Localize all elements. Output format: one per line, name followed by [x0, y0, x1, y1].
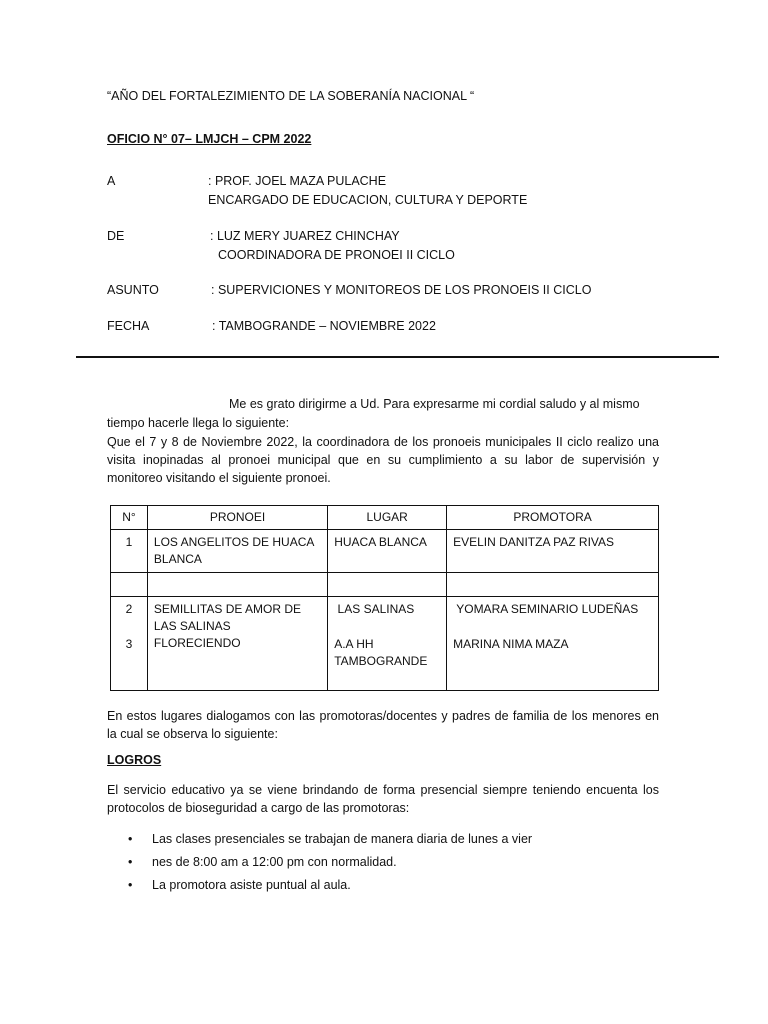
field-fecha-value: : TAMBOGRANDE – NOVIEMBRE 2022: [212, 319, 436, 333]
row-3-pronoei: FLORECIENDO: [153, 636, 241, 650]
header-divider: [76, 356, 719, 358]
field-de-label: DE: [107, 229, 125, 243]
list-item-text: nes de 8:00 am a 12:00 pm con normalidad.: [152, 855, 397, 869]
intro-paragraph-text: Que el 7 y 8 de Noviembre 2022, la coordinadora de los pronoeis municipales II ciclo realizo una visita inopinadas al pronoei municipal que en su cumplimiento a su labor de supervisión y monitoreo visitando el siguiente pronoei.: [107, 435, 659, 485]
table-cell-promotora: EVELIN DANITZA PAZ RIVAS: [447, 530, 659, 573]
table-cell-lugar: HUACA BLANCA: [328, 530, 447, 573]
table-header-pronoei: PRONOEI: [147, 506, 327, 530]
table-cell-empty: [111, 573, 148, 597]
row-spacer: [453, 618, 652, 636]
list-item-text: Las clases presenciales se trabajan de manera diaria de lunes a vier: [152, 832, 533, 846]
table-cell-n: 1: [111, 530, 148, 573]
year-motto: “AÑO DEL FORTALEZIMIENTO DE LA SOBERANÍA NACIONAL “: [107, 89, 475, 103]
field-asunto-value: : SUPERVICIONES Y MONITOREOS DE LOS PRONOEIS II CICLO: [211, 283, 592, 297]
field-a-value-2: ENCARGADO DE EDUCACION, CULTURA Y DEPORTE: [208, 193, 528, 207]
row-spacer: [334, 618, 440, 636]
intro-paragraph: [107, 433, 659, 487]
logros-text: El servicio educativo ya se viene brindando de forma presencial siempre teniendo encuenta los protocolos de bioseguridad a cargo de las promotoras:: [107, 783, 659, 815]
table-header-promotora: PROMOTORA: [447, 506, 659, 530]
table-header-n: N°: [111, 506, 148, 530]
after-table-paragraph: [107, 707, 659, 743]
table-cell-n: [111, 597, 148, 691]
table-row-empty: [111, 573, 659, 597]
intro-line-1: Me es grato dirigirme a Ud. Para expresarme mi cordial saludo y al mismo: [229, 397, 640, 411]
pronoei-table: [110, 505, 659, 691]
list-item: [110, 854, 532, 877]
table-row: [111, 530, 659, 573]
after-table-text: En estos lugares dialogamos con las promotoras/docentes y padres de familia de los menores en la cual se observa lo siguiente:: [107, 709, 659, 741]
table-header-row: [111, 506, 659, 530]
table-cell-empty: [328, 573, 447, 597]
row-2-n: 2: [125, 602, 133, 616]
bullet-icon: •: [128, 855, 133, 869]
field-a-value: : PROF. JOEL MAZA PULACHE: [208, 174, 387, 188]
table-cell-pronoei: LOS ANGELITOS DE HUACA BLANCA: [147, 530, 327, 573]
field-asunto-label: ASUNTO: [107, 283, 159, 297]
field-de-value-2: COORDINADORA DE PRONOEI II CICLO: [218, 248, 455, 262]
intro-line-2: tiempo hacerle llega lo siguiente:: [107, 416, 290, 430]
oficio-number: OFICIO N° 07– LMJCH – CPM 2022: [107, 132, 312, 146]
field-a-label: A: [107, 174, 116, 188]
row-3-lugar: A.A HH TAMBOGRANDE: [334, 637, 428, 668]
logros-heading: LOGROS: [107, 753, 162, 767]
row-3-promotora: MARINA NIMA MAZA: [453, 637, 569, 651]
table-cell-pronoei: [147, 597, 327, 691]
logros-list: [110, 831, 532, 900]
list-item: [110, 877, 532, 900]
row-3-n: 3: [125, 637, 133, 651]
row-2-lugar: LAS SALINAS: [334, 602, 415, 616]
table-header-lugar: LUGAR: [328, 506, 447, 530]
table-cell-empty: [447, 573, 659, 597]
row-2-promotora: YOMARA SEMINARIO LUDEÑAS: [453, 602, 639, 616]
bullet-icon: •: [128, 878, 133, 892]
field-fecha-label: FECHA: [107, 319, 150, 333]
table-cell-empty: [147, 573, 327, 597]
list-item-text: La promotora asiste puntual al aula.: [152, 878, 351, 892]
row-spacer: [117, 618, 141, 636]
table-cell-lugar: [328, 597, 447, 691]
field-de-value: : LUZ MERY JUAREZ CHINCHAY: [210, 229, 400, 243]
bullet-icon: •: [128, 832, 133, 846]
table-row-merged: [111, 597, 659, 691]
logros-paragraph: [107, 781, 659, 817]
row-2-pronoei: SEMILLITAS DE AMOR DE LAS SALINAS: [153, 602, 302, 633]
table-cell-promotora: [447, 597, 659, 691]
list-item: [110, 831, 532, 854]
